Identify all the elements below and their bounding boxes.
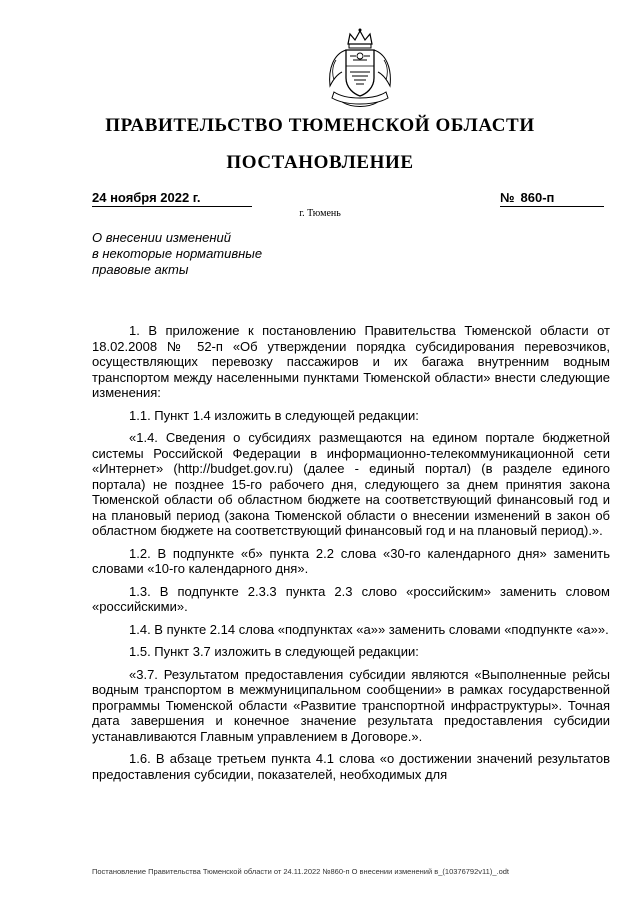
tyumen-oblast-coat-of-arms-icon	[316, 26, 404, 114]
body-paragraph: 1. В приложение к постановлению Правительства Тюменской области от 18.02.2008 № 52-п «Об утверждении порядка субсидирования перевозчиков, осуществляющих перевозку пассажиров и их багажа внутренним водным транспортом между населенными пунктами Тюменской области» внести следующие изменения:	[92, 323, 610, 400]
body-paragraph: 1.4. В пункте 2.14 слова «подпунктах «а»» заменить словами «подпункте «а»».	[129, 621, 609, 637]
document-body	[92, 323, 610, 789]
body-paragraph: 1.6. В абзаце третьем пункта 4.1 слова «о достижении значений результатов предоставления субсидии, показателей, необходимых для	[92, 751, 610, 782]
document-date: 24 ноября 2022 г.	[92, 190, 252, 207]
body-paragraph: «3.7. Результатом предоставления субсидии являются «Выполненные рейсы водным транспортом в межмуниципальном сообщении» в рамках государственной программы Тюменской области «Развитие транспортной инфраструктуры». Точная дата завершения и конечное значение результата предоставления субсидии устанавливаются Главным управлением в Договоре.».	[92, 666, 610, 744]
subject-line: О внесении изменений	[92, 230, 231, 245]
number-value: 860-п	[520, 190, 555, 205]
number-sign: №	[500, 190, 515, 205]
body-paragraph: 1.1. Пункт 1.4 изложить в следующей редакции:	[129, 407, 419, 423]
body-paragraph: 1.3. В подпункте 2.3.3 пункта 2.3 слово «российским» заменить словом «российскими».	[92, 583, 610, 614]
body-paragraph: 1.2. В подпункте «б» пункта 2.2 слова «30-го календарного дня» заменить словами «10-го календарного дня».	[92, 545, 610, 576]
document-type-title: ПОСТАНОВЛЕНИЕ	[226, 152, 414, 173]
organization-title: ПРАВИТЕЛЬСТВО ТЮМЕНСКОЙ ОБЛАСТИ	[105, 115, 535, 136]
body-paragraph: «1.4. Сведения о субсидиях размещаются на едином портале бюджетной системы Российской Федерации в информационно-телекоммуникационной сети «Интернет» (http://budget.gov.ru) (далее - единый портал) (в разделе единого портала) не позднее 15-го рабочего дня, следующего за днем принятия закона Тюменской области об областном бюджете на соответствующий финансовый год и на плановый период (закона Тюменской области о внесении изменений в закон об областном бюджете на соответствующий финансовый год и на плановый период).».	[92, 430, 610, 538]
document-city: г. Тюмень	[299, 208, 341, 219]
subject-line: в некоторые нормативные	[92, 246, 263, 261]
subject-line: правовые акты	[92, 262, 189, 277]
document-subject	[92, 230, 312, 278]
body-paragraph: 1.5. Пункт 3.7 изложить в следующей редакции:	[129, 644, 419, 659]
document-number	[500, 190, 604, 207]
page-footer: Постановление Правительства Тюменской области от 24.11.2022 №860-п О внесении изменений в_(10376792v11)_.odt	[92, 867, 509, 876]
